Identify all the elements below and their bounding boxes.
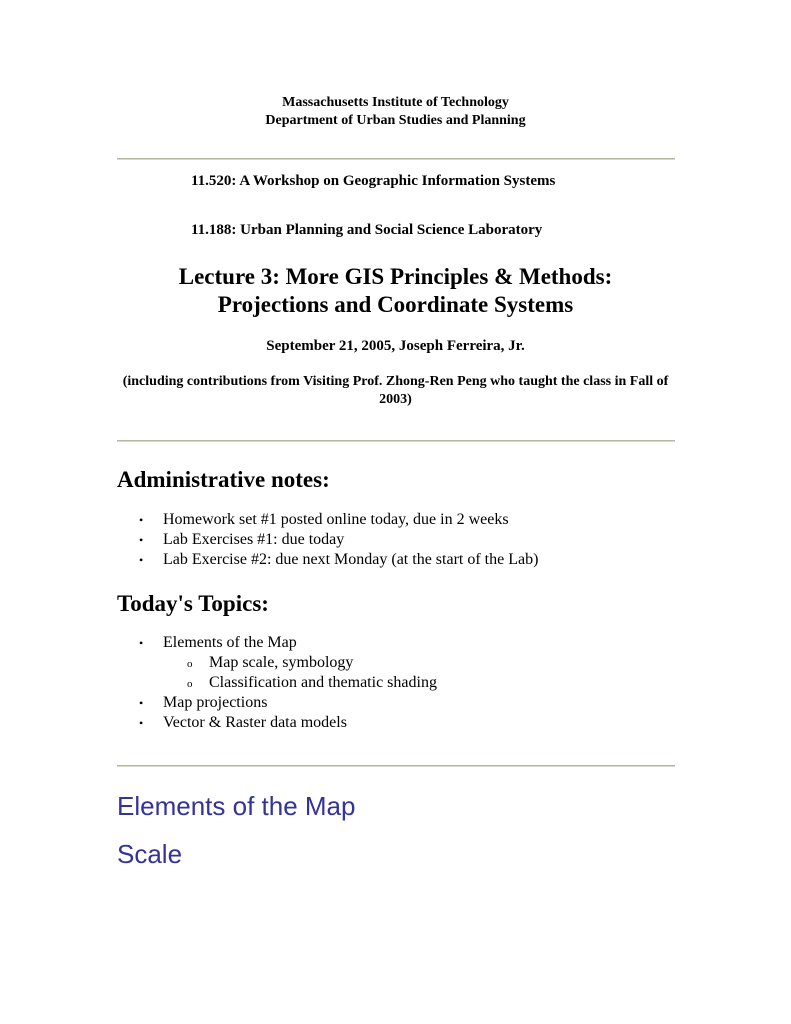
contributions-note <box>0 373 791 409</box>
bullet-icon: • <box>139 553 144 567</box>
bullet-icon: • <box>139 636 144 650</box>
lecture-title-line1: Lecture 3: More GIS Principles & Methods: <box>178 264 613 289</box>
course-title-11520: 11.520: A Workshop on Geographic Information Systems <box>191 173 556 189</box>
department-name: Department of Urban Studies and Planning <box>265 113 526 128</box>
list-item-text: Map projections <box>163 694 268 711</box>
list-item <box>117 693 437 713</box>
list-item-text: Homework set #1 posted online today, due in 2 weeks <box>163 511 509 528</box>
circle-bullet-icon: o <box>187 678 193 690</box>
list-item-text: Classification and thematic shading <box>209 674 437 691</box>
circle-bullet-icon: o <box>187 658 193 670</box>
list-item-text: Lab Exercises #1: due today <box>163 531 345 548</box>
institution-header <box>0 94 791 130</box>
lecture-date-author: September 21, 2005, Joseph Ferreira, Jr. <box>266 338 525 354</box>
list-item <box>117 633 437 653</box>
contributions-text: (including contributions from Visiting Prof. Zhong-Ren Peng who taught the class in Fall of 2003) <box>122 374 669 407</box>
institution-name: Massachusetts Institute of Technology <box>282 95 509 110</box>
list-item <box>117 530 538 550</box>
admin-notes-list <box>117 510 538 570</box>
sub-list-item <box>117 653 437 673</box>
list-item-text: Lab Exercise #2: due next Monday (at the start of the Lab) <box>163 551 539 568</box>
list-item <box>117 550 538 570</box>
list-item <box>117 510 538 530</box>
course-title-11188: 11.188: Urban Planning and Social Science Laboratory <box>191 222 543 238</box>
sub-list-item <box>117 673 437 693</box>
scale-heading: Scale <box>117 839 183 869</box>
bullet-icon: • <box>139 533 144 547</box>
topics-list <box>117 633 437 733</box>
list-item-text: Map scale, symbology <box>209 654 354 671</box>
lecture-title-line2: Projections and Coordinate Systems <box>217 292 574 317</box>
list-item-text: Vector & Raster data models <box>163 714 347 731</box>
horizontal-rule <box>117 765 675 767</box>
lecture-title <box>0 263 791 319</box>
horizontal-rule <box>117 440 675 442</box>
admin-notes-heading: Administrative notes: <box>117 467 330 492</box>
list-item <box>117 713 437 733</box>
horizontal-rule <box>117 158 675 160</box>
elements-of-map-heading: Elements of the Map <box>117 791 356 821</box>
list-item-text: Elements of the Map <box>163 634 297 651</box>
bullet-icon: • <box>139 716 144 730</box>
bullet-icon: • <box>139 513 144 527</box>
bullet-icon: • <box>139 696 144 710</box>
todays-topics-heading: Today's Topics: <box>117 591 269 616</box>
